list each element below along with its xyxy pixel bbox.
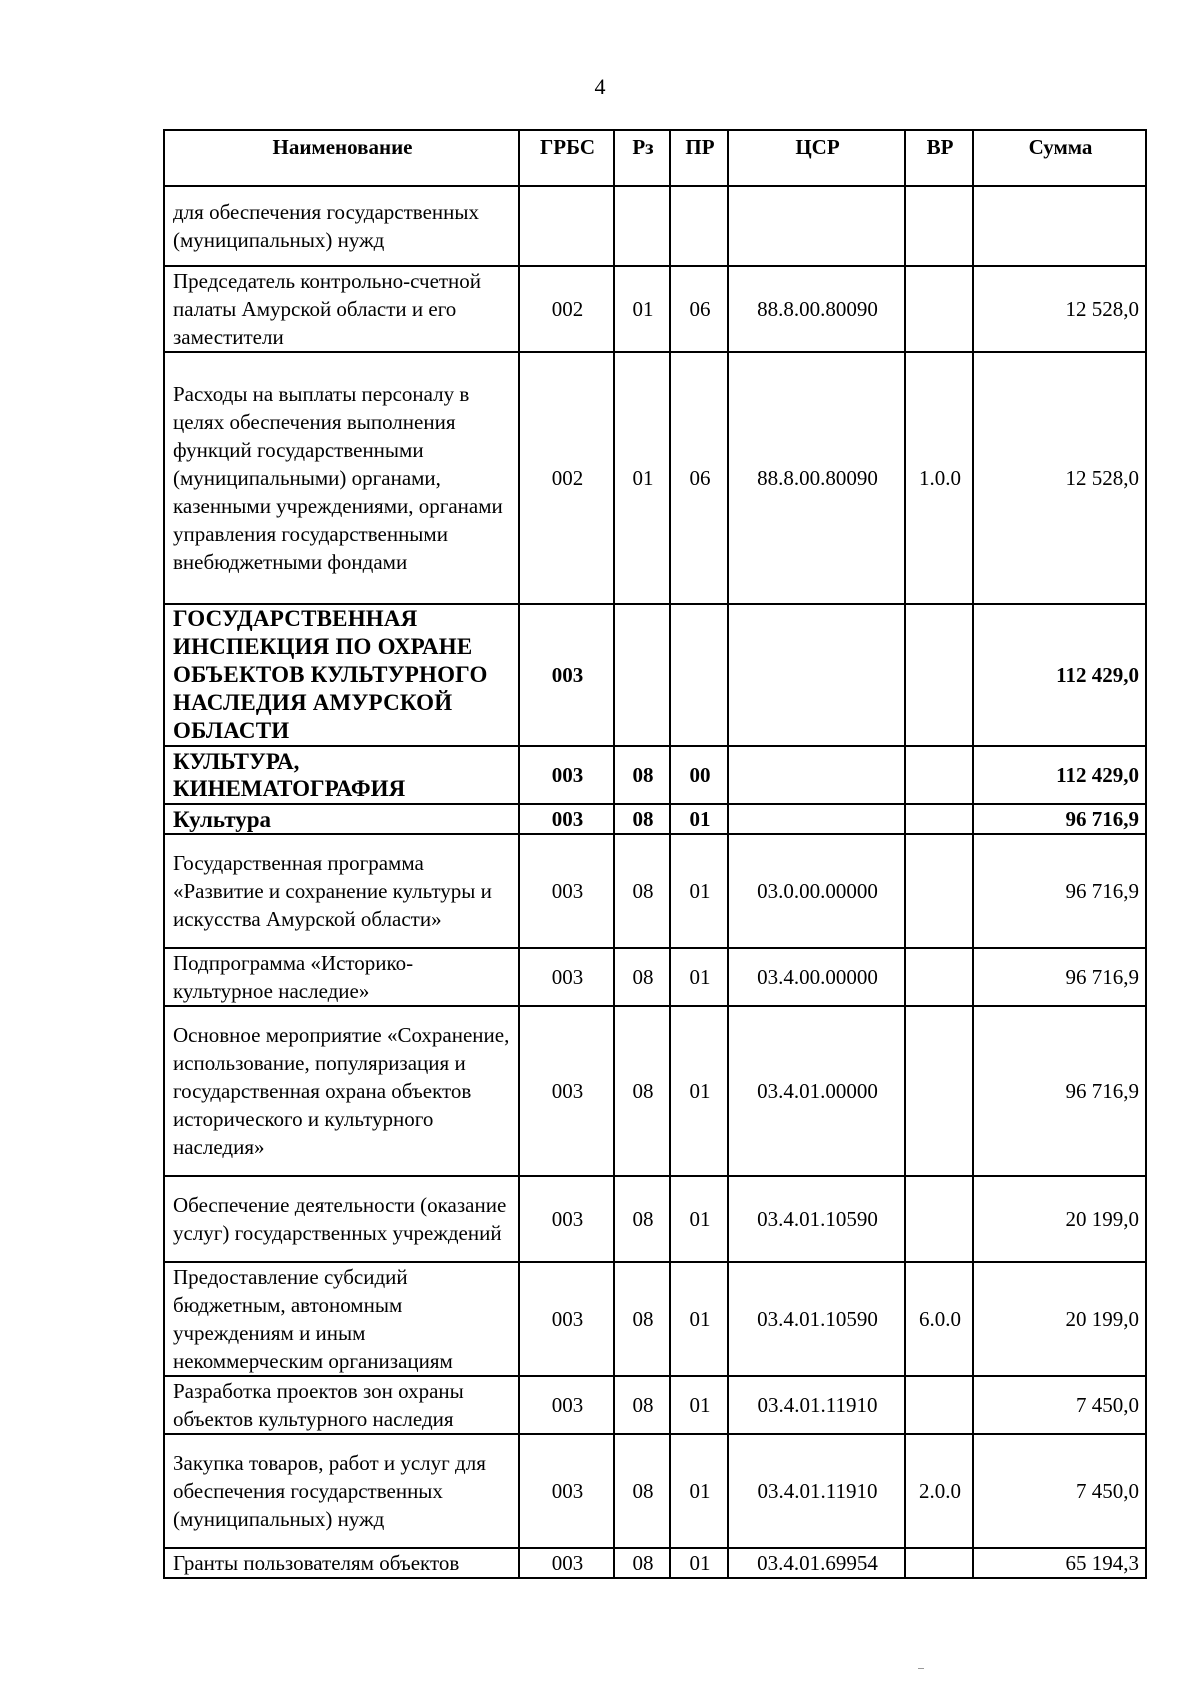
cell-vr: [905, 1376, 973, 1434]
cell-sum: 7 450,0: [973, 1434, 1146, 1548]
cell-vr: [905, 948, 973, 1006]
cell-pr: [670, 604, 728, 746]
cell-csr: 03.4.00.00000: [728, 948, 905, 1006]
cell-name: Разработка проектов зон охраны объектов культурного наследия: [164, 1376, 519, 1434]
cell-rz: 08: [614, 834, 670, 948]
cell-pr: 01: [670, 1434, 728, 1548]
cell-rz: 08: [614, 948, 670, 1006]
cell-sum: 65 194,3: [973, 1548, 1146, 1578]
cell-vr: [905, 1548, 973, 1578]
header-vr: ВР: [905, 130, 973, 186]
cell-csr: 03.4.01.69954: [728, 1548, 905, 1578]
cell-name: Обеспечение деятельности (оказание услуг) государственных учреждений: [164, 1176, 519, 1262]
cell-csr: [728, 604, 905, 746]
cell-sum: [973, 186, 1146, 266]
table-row: [164, 948, 1146, 1006]
cell-vr: [905, 604, 973, 746]
header-sum: Сумма: [973, 130, 1146, 186]
cell-csr: 03.0.00.00000: [728, 834, 905, 948]
cell-pr: 01: [670, 1548, 728, 1578]
cell-pr: 01: [670, 1262, 728, 1376]
header-grbs: ГРБС: [519, 130, 614, 186]
cell-pr: 06: [670, 352, 728, 604]
cell-pr: 00: [670, 746, 728, 804]
table-row: [164, 1434, 1146, 1548]
cell-grbs: [519, 186, 614, 266]
cell-grbs: 003: [519, 1176, 614, 1262]
cell-csr: [728, 746, 905, 804]
cell-vr: 2.0.0: [905, 1434, 973, 1548]
cell-name: Председатель контрольно-счетной палаты Амурской области и его заместители: [164, 266, 519, 352]
cell-name: Основное мероприятие «Сохранение, использование, популяризация и государственная охрана объектов исторического и культурного наследия»: [164, 1006, 519, 1176]
cell-rz: 08: [614, 1434, 670, 1548]
cell-csr: 03.4.01.11910: [728, 1376, 905, 1434]
table-row: [164, 1006, 1146, 1176]
cell-rz: 08: [614, 746, 670, 804]
header-rz: Рз: [614, 130, 670, 186]
cell-name: Предоставление субсидий бюджетным, автономным учреждениям и иным некоммерческим организациям: [164, 1262, 519, 1376]
cell-sum: 96 716,9: [973, 804, 1146, 834]
cell-rz: 08: [614, 1006, 670, 1176]
cell-grbs: 003: [519, 1006, 614, 1176]
cell-rz: 08: [614, 1376, 670, 1434]
table-row: [164, 1376, 1146, 1434]
cell-pr: 01: [670, 948, 728, 1006]
cell-pr: 06: [670, 266, 728, 352]
scan-mark: [918, 1668, 924, 1669]
cell-sum: 96 716,9: [973, 834, 1146, 948]
cell-csr: 88.8.00.80090: [728, 266, 905, 352]
cell-sum: 112 429,0: [973, 746, 1146, 804]
cell-vr: [905, 804, 973, 834]
cell-name: КУЛЬТУРА, КИНЕМАТОГРАФИЯ: [164, 746, 519, 804]
budget-table: [163, 129, 1147, 1579]
header-pr: ПР: [670, 130, 728, 186]
cell-sum: 96 716,9: [973, 948, 1146, 1006]
table-row: [164, 1548, 1146, 1578]
cell-sum: 112 429,0: [973, 604, 1146, 746]
cell-name: ГОСУДАРСТВЕННАЯ ИНСПЕКЦИЯ ПО ОХРАНЕ ОБЪЕКТОВ КУЛЬТУРНОГО НАСЛЕДИЯ АМУРСКОЙ ОБЛАСТИ: [164, 604, 519, 746]
cell-rz: 08: [614, 1548, 670, 1578]
cell-name: Государственная программа «Развитие и сохранение культуры и искусства Амурской области»: [164, 834, 519, 948]
cell-name: Культура: [164, 804, 519, 834]
table-row: [164, 604, 1146, 746]
cell-pr: 01: [670, 1006, 728, 1176]
cell-csr: [728, 186, 905, 266]
cell-grbs: 003: [519, 1262, 614, 1376]
cell-grbs: 003: [519, 604, 614, 746]
header-csr: ЦСР: [728, 130, 905, 186]
table-row: [164, 352, 1146, 604]
cell-name: Подпрограмма «Историко-культурное наследие»: [164, 948, 519, 1006]
table-row: [164, 746, 1146, 804]
page-number: 4: [594, 74, 606, 99]
cell-rz: 01: [614, 352, 670, 604]
cell-rz: [614, 604, 670, 746]
cell-csr: 03.4.01.11910: [728, 1434, 905, 1548]
cell-sum: 7 450,0: [973, 1376, 1146, 1434]
cell-name: Гранты пользователям объектов: [164, 1548, 519, 1578]
cell-vr: [905, 186, 973, 266]
cell-vr: [905, 1006, 973, 1176]
cell-sum: 20 199,0: [973, 1176, 1146, 1262]
table-header-row: [164, 130, 1146, 186]
cell-name: Расходы на выплаты персоналу в целях обеспечения выполнения функций государственными (муниципальными) органами, казенными учреждениями, органами управления государственными внебюджетными фондами: [164, 352, 519, 604]
cell-rz: 01: [614, 266, 670, 352]
cell-grbs: 002: [519, 352, 614, 604]
cell-grbs: 002: [519, 266, 614, 352]
cell-rz: 08: [614, 1176, 670, 1262]
table-row: [164, 266, 1146, 352]
cell-vr: [905, 266, 973, 352]
cell-csr: [728, 804, 905, 834]
cell-rz: 08: [614, 804, 670, 834]
cell-sum: 12 528,0: [973, 352, 1146, 604]
cell-pr: 01: [670, 1176, 728, 1262]
cell-grbs: 003: [519, 834, 614, 948]
cell-vr: [905, 1176, 973, 1262]
table-row: [164, 186, 1146, 266]
cell-grbs: 003: [519, 948, 614, 1006]
cell-sum: 12 528,0: [973, 266, 1146, 352]
cell-sum: 96 716,9: [973, 1006, 1146, 1176]
cell-csr: 88.8.00.80090: [728, 352, 905, 604]
table-row: [164, 1176, 1146, 1262]
cell-grbs: 003: [519, 804, 614, 834]
table-row: [164, 834, 1146, 948]
cell-sum: 20 199,0: [973, 1262, 1146, 1376]
cell-grbs: 003: [519, 1376, 614, 1434]
cell-vr: [905, 834, 973, 948]
cell-vr: [905, 746, 973, 804]
table-row: [164, 804, 1146, 834]
cell-pr: [670, 186, 728, 266]
cell-pr: 01: [670, 1376, 728, 1434]
cell-csr: 03.4.01.10590: [728, 1262, 905, 1376]
cell-name: для обеспечения государственных (муниципальных) нужд: [164, 186, 519, 266]
table-row: [164, 1262, 1146, 1376]
cell-rz: [614, 186, 670, 266]
cell-grbs: 003: [519, 746, 614, 804]
cell-vr: 1.0.0: [905, 352, 973, 604]
cell-rz: 08: [614, 1262, 670, 1376]
cell-name: Закупка товаров, работ и услуг для обеспечения государственных (муниципальных) нужд: [164, 1434, 519, 1548]
header-name: Наименование: [164, 130, 519, 186]
cell-pr: 01: [670, 834, 728, 948]
cell-csr: 03.4.01.10590: [728, 1176, 905, 1262]
cell-pr: 01: [670, 804, 728, 834]
cell-vr: 6.0.0: [905, 1262, 973, 1376]
cell-grbs: 003: [519, 1548, 614, 1578]
cell-csr: 03.4.01.00000: [728, 1006, 905, 1176]
cell-grbs: 003: [519, 1434, 614, 1548]
